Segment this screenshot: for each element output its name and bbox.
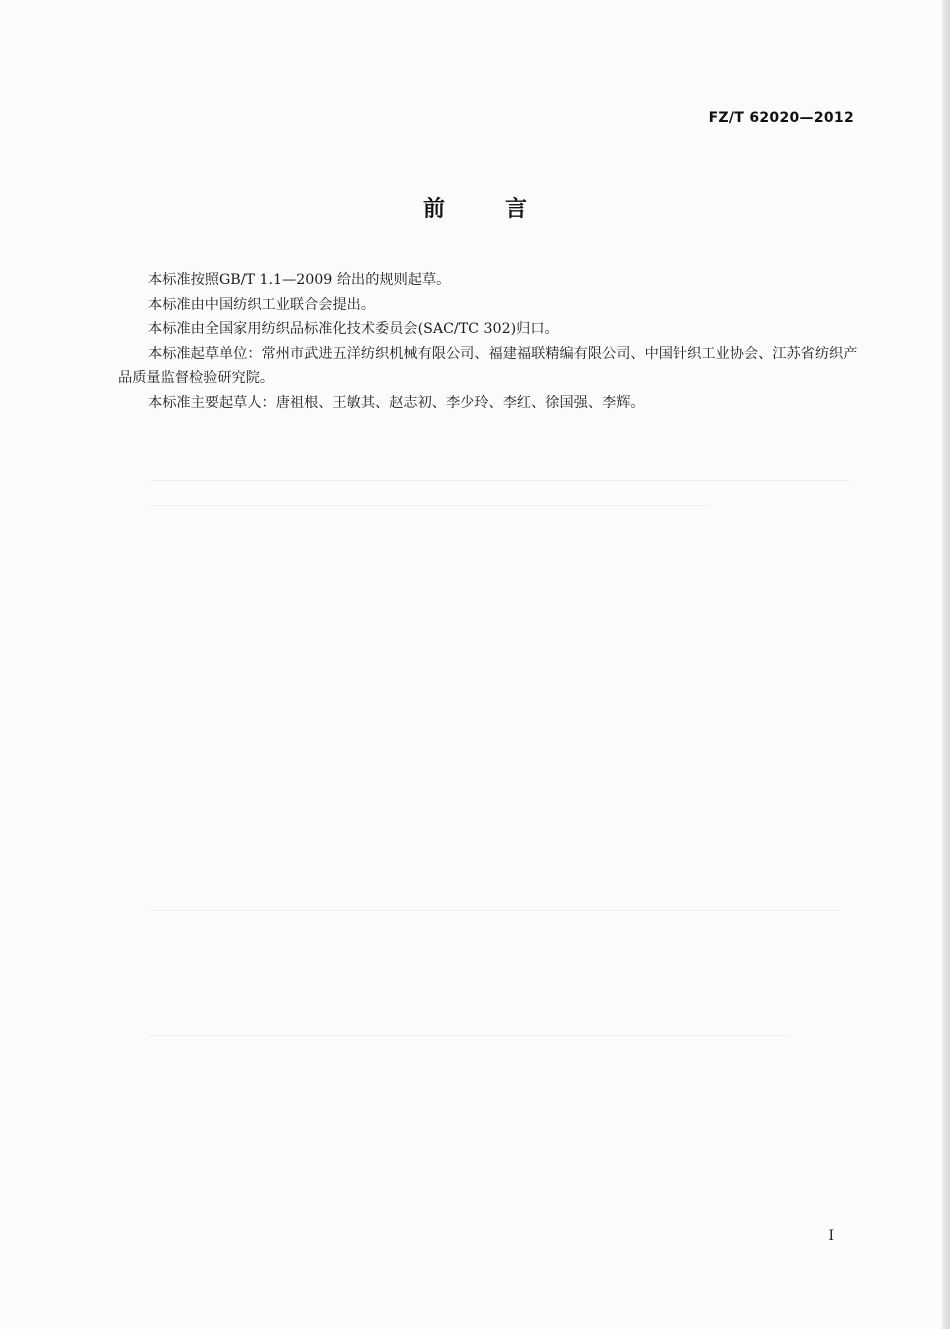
bleed-through-line bbox=[150, 505, 710, 506]
paragraph-drafting-rules: 本标准按照GB/T 1.1—2009 给出的规则起草。 bbox=[148, 272, 451, 288]
standard-code: FZ/T 62020—2012 bbox=[708, 110, 854, 126]
title-char: 言 bbox=[505, 197, 528, 222]
title-char: 前 bbox=[422, 197, 445, 222]
bleed-through-line bbox=[150, 910, 840, 911]
foreword-body bbox=[118, 268, 860, 415]
paragraph-committee: 本标准由全国家用纺织品标准化技术委员会(SAC/TC 302)归口。 bbox=[148, 321, 559, 337]
bleed-through-line bbox=[150, 480, 850, 481]
page-number: I bbox=[828, 1228, 834, 1244]
paragraph-drafters: 本标准主要起草人：唐祖根、王敏其、赵志初、李少玲、李红、徐国强、李辉。 bbox=[148, 394, 645, 411]
bleed-through-line bbox=[150, 1035, 790, 1036]
paragraph-proposer: 本标准由中国纺织工业联合会提出。 bbox=[148, 296, 376, 313]
page-title bbox=[0, 192, 950, 223]
paragraph-drafting-units: 本标准起草单位：常州市武进五洋纺织机械有限公司、福建福联精编有限公司、中国针织工业协会、江苏省纺织产品质量监督检验研究院。 bbox=[118, 345, 858, 386]
